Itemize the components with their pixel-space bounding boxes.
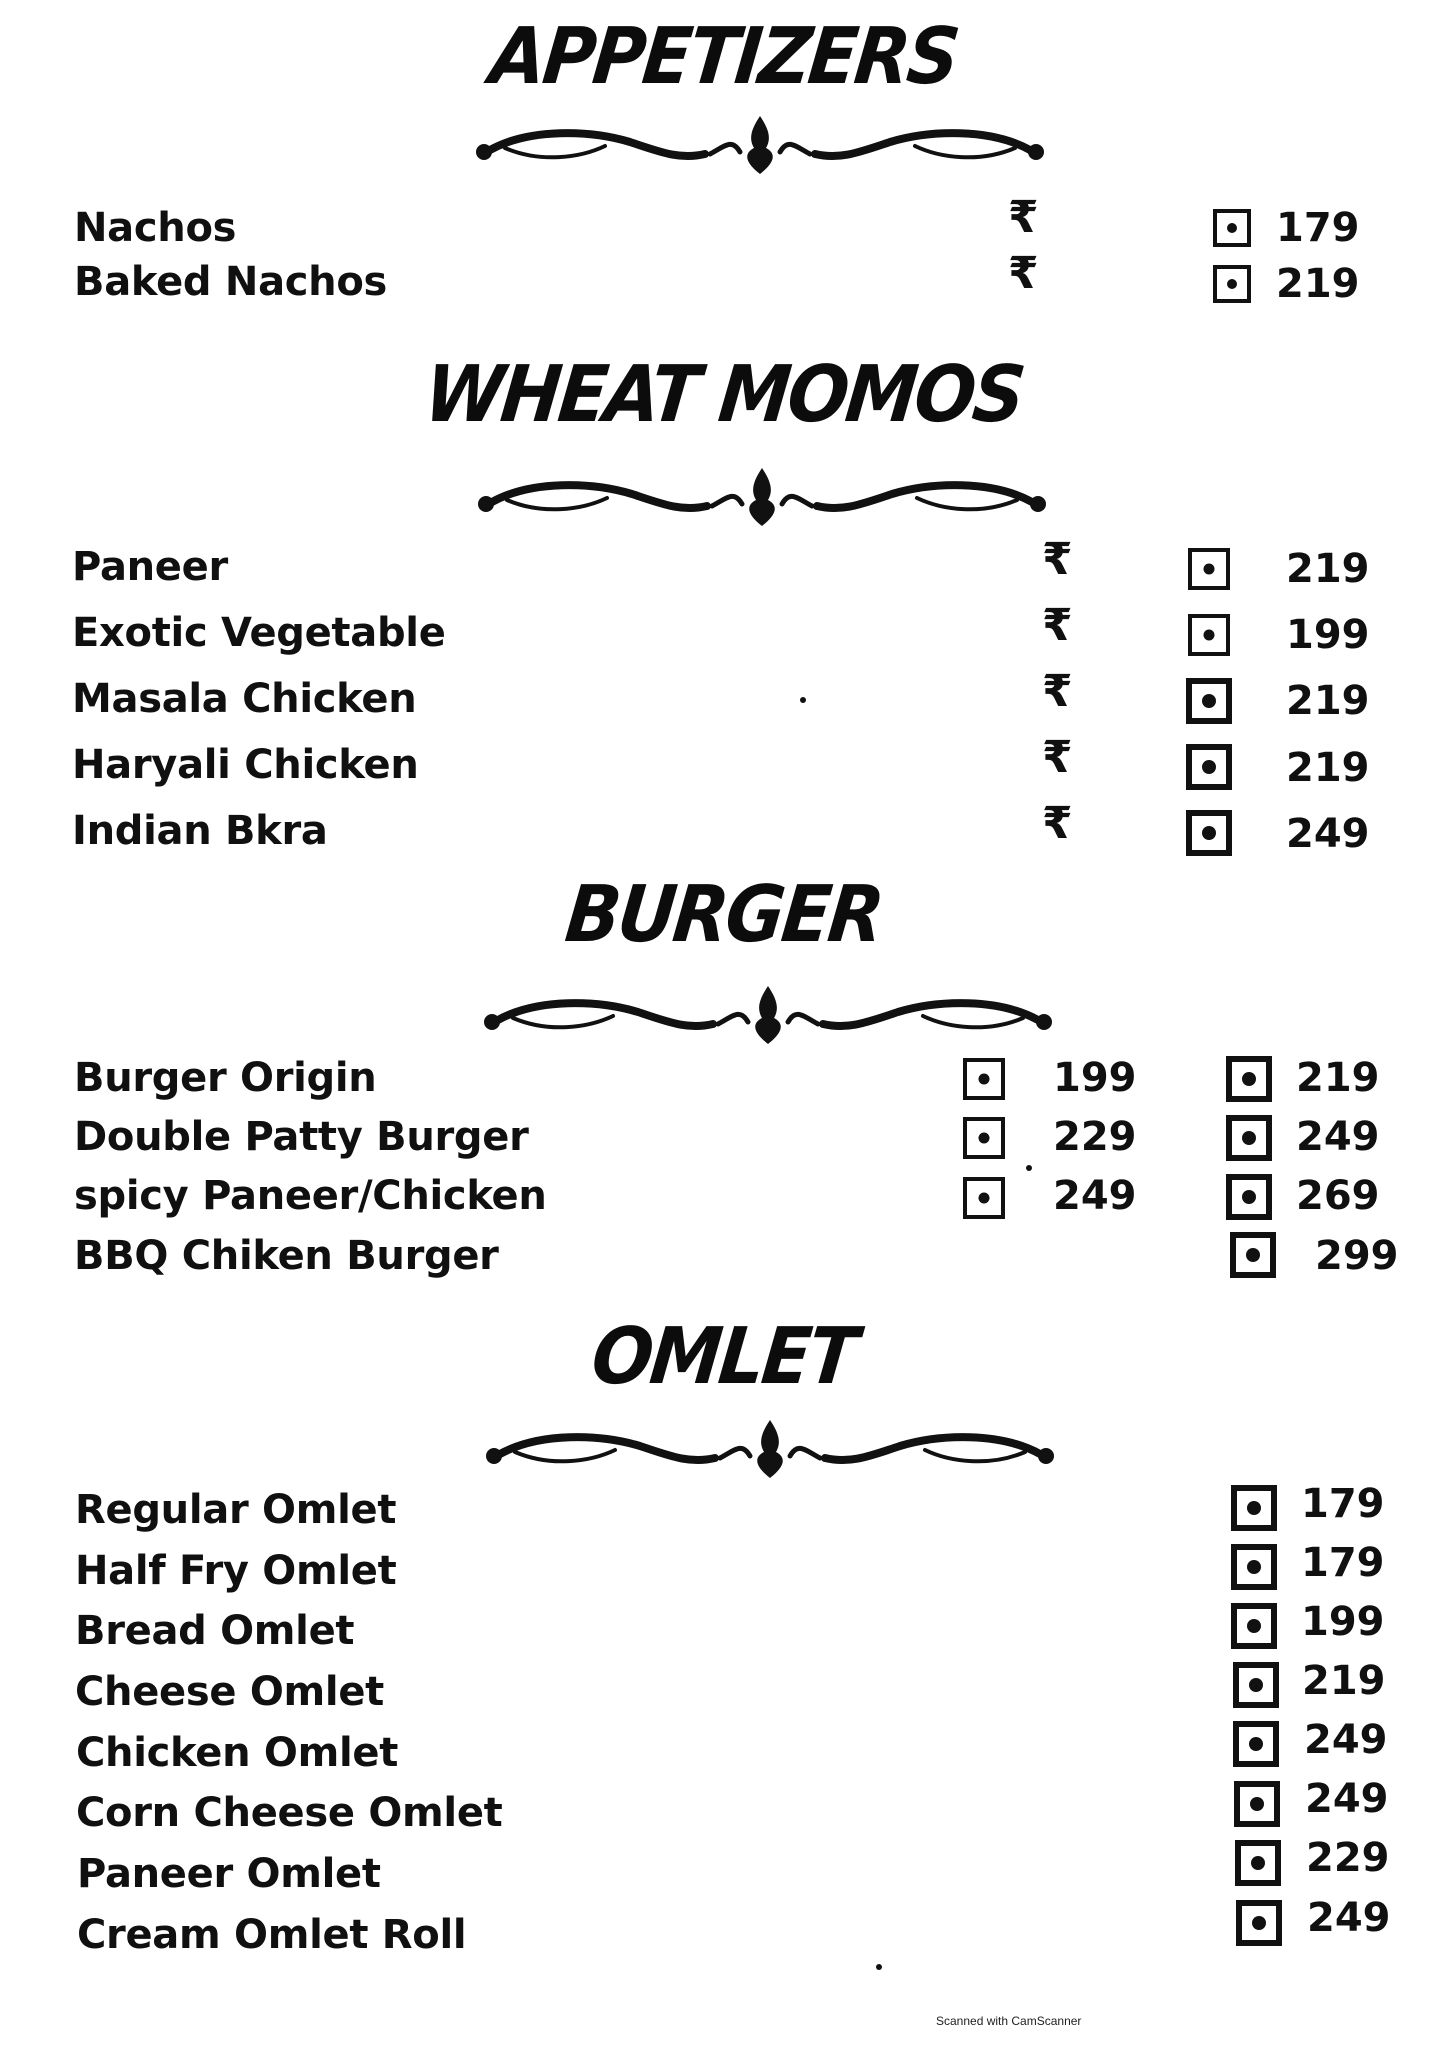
rupee-icon: ₹ bbox=[1008, 248, 1039, 299]
ornamental-flourish-icon bbox=[480, 1412, 1060, 1484]
menu-item-name: Burger Origin bbox=[74, 1055, 377, 1101]
menu-item-price: 219 bbox=[1286, 678, 1370, 724]
food-marker-icon bbox=[1231, 1544, 1277, 1590]
menu-item-name: Haryali Chicken bbox=[72, 742, 419, 788]
menu-item-name: Exotic Vegetable bbox=[72, 610, 446, 656]
food-marker-icon bbox=[1231, 1603, 1277, 1649]
menu-item-name: Double Patty Burger bbox=[74, 1114, 529, 1160]
food-marker-icon bbox=[1213, 265, 1251, 303]
ornamental-flourish-icon bbox=[478, 978, 1058, 1050]
menu-item-name: Paneer bbox=[72, 544, 228, 590]
menu-item-name: BBQ Chiken Burger bbox=[74, 1233, 499, 1279]
food-marker-icon bbox=[1234, 1781, 1280, 1827]
food-marker-icon bbox=[1213, 209, 1251, 247]
food-marker-icon bbox=[1186, 744, 1232, 790]
menu-item-name: Regular Omlet bbox=[75, 1487, 397, 1533]
food-marker-icon bbox=[1226, 1174, 1272, 1220]
ornamental-flourish-icon bbox=[470, 108, 1050, 180]
menu-item-price: 219 bbox=[1286, 546, 1370, 592]
food-marker-icon bbox=[1226, 1056, 1272, 1102]
menu-item-price: 219 bbox=[1296, 1055, 1380, 1101]
food-marker-icon bbox=[1188, 614, 1230, 656]
menu-item-name: Half Fry Omlet bbox=[75, 1548, 397, 1594]
food-marker-icon bbox=[1231, 1485, 1277, 1531]
menu-item-name: Masala Chicken bbox=[72, 676, 417, 722]
menu-item-price: 219 bbox=[1302, 1658, 1386, 1704]
food-marker-icon bbox=[963, 1117, 1005, 1159]
food-marker-icon bbox=[963, 1058, 1005, 1100]
menu-item-price: 229 bbox=[1053, 1114, 1137, 1160]
speck bbox=[800, 697, 806, 703]
menu-item-name: spicy Paneer/Chicken bbox=[74, 1173, 547, 1219]
menu-item-price: 199 bbox=[1301, 1599, 1385, 1645]
ornamental-flourish-icon bbox=[472, 460, 1052, 532]
menu-item-name: Cream Omlet Roll bbox=[77, 1912, 467, 1958]
rupee-icon: ₹ bbox=[1042, 798, 1073, 849]
menu-item-name: Indian Bkra bbox=[72, 808, 328, 854]
menu-item-price: 269 bbox=[1296, 1173, 1380, 1219]
menu-item-price: 249 bbox=[1286, 811, 1370, 857]
menu-item-price: 249 bbox=[1296, 1114, 1380, 1160]
rupee-icon: ₹ bbox=[1042, 732, 1073, 783]
rupee-icon: ₹ bbox=[1042, 666, 1073, 717]
menu-item-name: Bread Omlet bbox=[75, 1608, 355, 1654]
menu-item-price: 199 bbox=[1286, 612, 1370, 658]
speck bbox=[1026, 1165, 1032, 1171]
section-title-burger: BURGER bbox=[561, 870, 886, 960]
menu-item-price: 299 bbox=[1315, 1233, 1399, 1279]
menu-item-price: 199 bbox=[1053, 1055, 1137, 1101]
speck bbox=[876, 1964, 882, 1970]
menu-item-name: Baked Nachos bbox=[74, 259, 388, 305]
food-marker-icon bbox=[1233, 1721, 1279, 1767]
menu-item-name: Corn Cheese Omlet bbox=[76, 1790, 503, 1836]
food-marker-icon bbox=[1188, 548, 1230, 590]
menu-item-price: 249 bbox=[1307, 1895, 1391, 1941]
menu-item-price: 219 bbox=[1276, 261, 1360, 307]
section-title-wheat-momos: WHEAT MOMOS bbox=[420, 350, 1027, 440]
section-title-omlet: OMLET bbox=[587, 1312, 860, 1402]
section-title-appetizers: APPETIZERS bbox=[485, 12, 962, 102]
food-marker-icon bbox=[1186, 810, 1232, 856]
menu-item-name: Nachos bbox=[74, 205, 237, 251]
menu-item-name: Cheese Omlet bbox=[75, 1669, 384, 1715]
food-marker-icon bbox=[1235, 1840, 1281, 1886]
menu-item-price: 179 bbox=[1301, 1540, 1385, 1586]
food-marker-icon bbox=[1233, 1662, 1279, 1708]
menu-item-price: 219 bbox=[1286, 745, 1370, 791]
food-marker-icon bbox=[1236, 1900, 1282, 1946]
menu-item-price: 229 bbox=[1306, 1835, 1390, 1881]
menu-item-name: Paneer Omlet bbox=[77, 1851, 381, 1897]
food-marker-icon bbox=[1230, 1232, 1276, 1278]
rupee-icon: ₹ bbox=[1042, 534, 1073, 585]
food-marker-icon bbox=[1226, 1115, 1272, 1161]
scanner-credit: Scanned with CamScanner bbox=[936, 2014, 1082, 2028]
menu-item-price: 179 bbox=[1276, 205, 1360, 251]
rupee-icon: ₹ bbox=[1008, 192, 1039, 243]
menu-item-price: 249 bbox=[1305, 1776, 1389, 1822]
menu-item-price: 249 bbox=[1304, 1717, 1388, 1763]
food-marker-icon bbox=[1186, 678, 1232, 724]
menu-item-price: 179 bbox=[1301, 1481, 1385, 1527]
food-marker-icon bbox=[963, 1177, 1005, 1219]
menu-item-price: 249 bbox=[1053, 1173, 1137, 1219]
menu-item-name: Chicken Omlet bbox=[76, 1730, 399, 1776]
rupee-icon: ₹ bbox=[1042, 600, 1073, 651]
